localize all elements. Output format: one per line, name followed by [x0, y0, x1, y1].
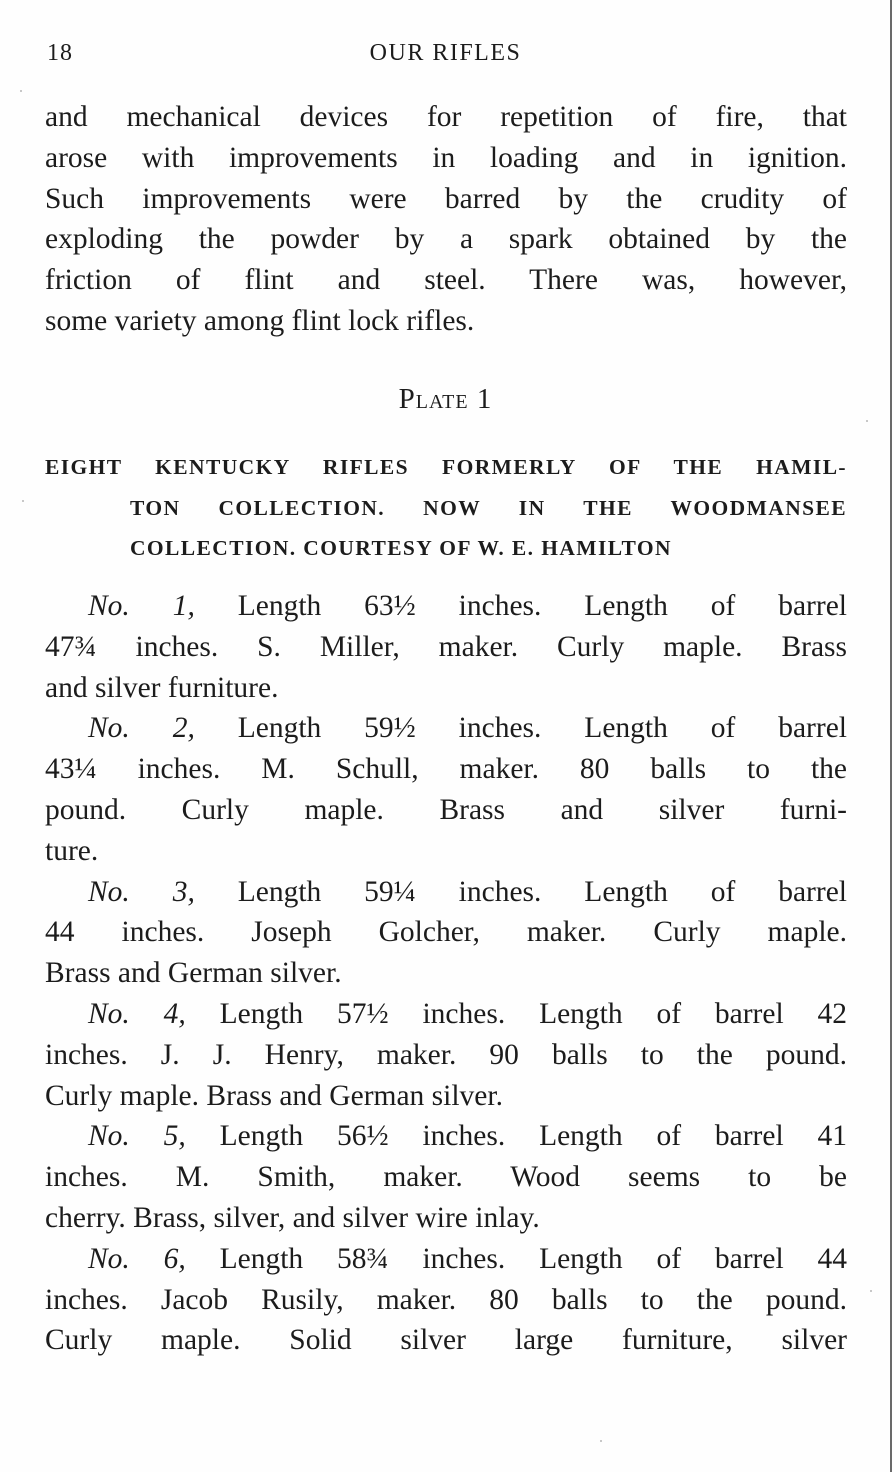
- entry-line: Curly maple. Solid silver large furniture, silver: [45, 1324, 847, 1357]
- entry-text: Length 59¼ inches. Length of barrel: [194, 875, 847, 908]
- rifle-entry-1: [45, 586, 847, 708]
- intro-line: Such improvements were barred by the crudity of: [45, 182, 847, 215]
- paper-speck: [20, 90, 22, 92]
- rifle-entry-5: [45, 1116, 847, 1238]
- page-header: [45, 40, 846, 74]
- entry-line: Brass and German silver.: [45, 957, 342, 990]
- entry-number: No. 5,: [88, 1120, 186, 1153]
- entry-text: Length 59½ inches. Length of barrel: [194, 712, 847, 745]
- entry-line: [45, 586, 847, 627]
- plate-title-word: Plate: [398, 383, 469, 415]
- rifle-entry-4: [45, 994, 847, 1116]
- entry-line: 44 inches. Joseph Golcher, maker. Curly maple.: [45, 916, 847, 949]
- intro-line: exploding the powder by a spark obtained by the: [45, 223, 847, 256]
- plate-title: [45, 383, 846, 416]
- entry-number: No. 6,: [88, 1242, 186, 1275]
- entry-number: No. 2,: [88, 712, 195, 745]
- entry-line: inches. Jacob Rusily, maker. 80 balls to the pound.: [45, 1283, 847, 1316]
- entry-number: No. 3,: [88, 875, 195, 908]
- intro-line: and mechanical devices for repetition of fire, that: [45, 101, 847, 133]
- entry-line: inches. M. Smith, maker. Wood seems to be: [45, 1161, 847, 1194]
- entry-number: No. 1,: [88, 590, 195, 622]
- rifle-entries: [45, 586, 847, 1361]
- entry-text: Length 58¾ inches. Length of barrel 44: [185, 1242, 847, 1275]
- paper-speck: [866, 420, 868, 422]
- intro-paragraph: [45, 97, 847, 342]
- entry-line: [45, 1239, 847, 1280]
- entry-line: cherry. Brass, silver, and silver wire inlay.: [45, 1201, 540, 1234]
- entry-text: Length 63½ inches. Length of barrel: [194, 590, 847, 622]
- entry-line: and silver furniture.: [45, 671, 279, 704]
- intro-line: arose with improvements in loading and in ignition.: [45, 141, 847, 174]
- paper-speck: [870, 1290, 872, 1292]
- entry-line: [45, 1116, 847, 1157]
- entry-line: [45, 708, 847, 749]
- rifle-entry-3: [45, 872, 847, 994]
- plate-caption: [45, 447, 847, 569]
- page-edge: [890, 0, 892, 1472]
- entry-line: 43¼ inches. M. Schull, maker. 80 balls to the: [45, 753, 847, 786]
- entry-line: pound. Curly maple. Brass and silver furni-: [45, 793, 847, 826]
- caption-line: EIGHT KENTUCKY RIFLES FORMERLY OF THE HAMIL-: [45, 455, 847, 479]
- entry-line: inches. J. J. Henry, maker. 90 balls to the pound.: [45, 1038, 847, 1071]
- entry-line: [45, 994, 847, 1035]
- plate-number: 1: [476, 383, 493, 415]
- entry-line: ture.: [45, 834, 99, 867]
- intro-line: friction of flint and steel. There was, however,: [45, 264, 847, 297]
- rifle-entry-6: [45, 1239, 847, 1361]
- caption-line: TON COLLECTION. NOW IN THE WOODMANSEE: [130, 495, 847, 520]
- paper-speck: [600, 1440, 602, 1442]
- rifle-entry-2: [45, 708, 847, 871]
- entry-text: Length 57½ inches. Length of barrel 42: [185, 997, 847, 1030]
- entry-line: 47¾ inches. S. Miller, maker. Curly maple. Brass: [45, 630, 847, 663]
- entry-line: [45, 872, 847, 913]
- running-head: OUR RIFLES: [369, 40, 522, 66]
- intro-line: some variety among flint lock rifles.: [45, 304, 475, 337]
- page-number: 18: [47, 40, 73, 66]
- caption-line: COLLECTION. COURTESY OF W. E. HAMILTON: [130, 536, 672, 560]
- entry-number: No. 4,: [88, 997, 186, 1030]
- entry-text: Length 56½ inches. Length of barrel 41: [185, 1120, 847, 1153]
- entry-line: Curly maple. Brass and German silver.: [45, 1079, 503, 1112]
- paper-speck: [22, 500, 24, 502]
